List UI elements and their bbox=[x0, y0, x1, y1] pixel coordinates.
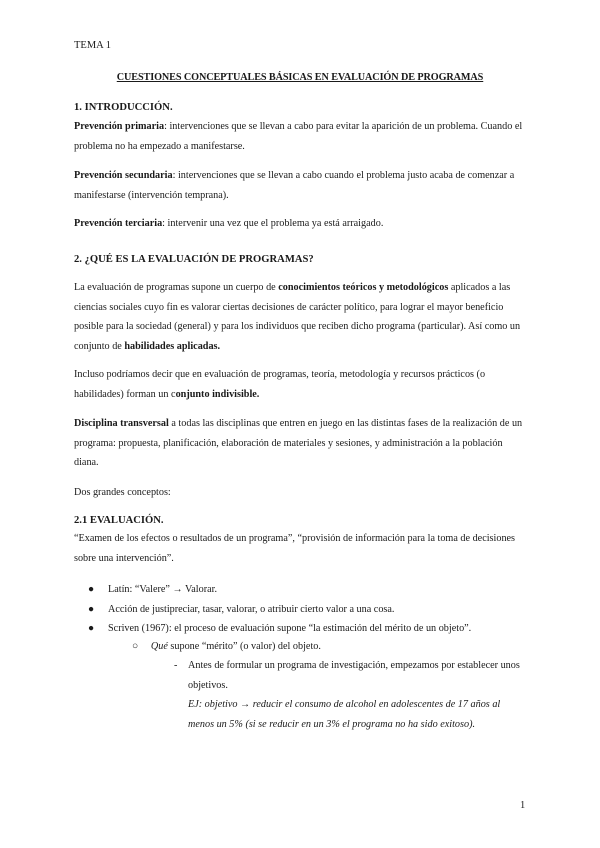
p2-text-a: Incluso podríamos decir que en evaluación de programas, teoría, metodología y recursos prácticos (o habilidades) forman un c bbox=[74, 369, 486, 400]
paragraph-prevencion-primaria bbox=[74, 117, 526, 156]
text-secundaria: : intervenciones que se llevan a cabo cuando el problema justo acaba de comenzar a manifestarse (intervención temprana). bbox=[74, 170, 515, 201]
p1-text-a: La evaluación de programas supone un cuerpo de bbox=[74, 282, 279, 293]
section-2-heading: 2. ¿QUÉ ES LA EVALUACIÓN DE PROGRAMAS? bbox=[74, 254, 314, 265]
p3-text-b: a todas las disciplinas que entren en juego en las distintas fases de la realización de un programa: propuesta, planificación, elaboración de materiales y sesiones, y administración a la población diana. bbox=[74, 418, 523, 468]
paragraph-disciplina-transversal bbox=[74, 414, 526, 473]
p1-bold-conocimientos: conocimientos teóricos y metodológicos bbox=[278, 282, 449, 293]
paragraph-definicion-evaluacion bbox=[74, 278, 526, 356]
section-1-heading: 1. INTRODUCCIÓN. bbox=[74, 102, 173, 113]
p1-text-c: aplicados a las ciencias sociales cuyo fin es valorar ciertas decisiones de carácter político, para lograr el mayor beneficio posible para la sociedad (general) y para los individuos que reciben dicho programa (particular). Así como un conjunto de bbox=[74, 282, 521, 352]
paragraph-dos-conceptos: Dos grandes conceptos: bbox=[74, 487, 171, 498]
term-terciaria: Prevención terciaria bbox=[74, 218, 163, 229]
term-secundaria: Prevención secundaria bbox=[74, 170, 173, 181]
list-item bbox=[74, 580, 526, 600]
bullet-text: Latín: “Valere” → Valorar. bbox=[108, 584, 217, 595]
example-text bbox=[188, 695, 528, 734]
document-title: CUESTIONES CONCEPTUALES BÁSICAS EN EVALUACIÓN DE PROGRAMAS bbox=[116, 72, 484, 83]
bullet-text: Scriven (1967): el proceso de evaluación supone “la estimación del mérito de un objeto”. bbox=[108, 623, 472, 634]
section-2-1-heading: 2.1 EVALUACIÓN. bbox=[74, 515, 164, 526]
list-item bbox=[74, 619, 526, 639]
text-terciaria: : intervenir una vez que el problema ya está arraigado. bbox=[162, 218, 384, 229]
list-item bbox=[74, 600, 526, 620]
text-primaria: : intervenciones que se llevan a cabo para evitar la aparición de un problema. Cuando el problema no ha empezado a manifestarse. bbox=[74, 121, 523, 152]
sub-list-item bbox=[132, 637, 321, 657]
sub-text: supone “mérito” (o valor) del objeto. bbox=[167, 641, 321, 652]
term-primaria: Prevención primaria bbox=[74, 121, 165, 132]
p1-bold-habilidades: habilidades aplicadas. bbox=[124, 340, 221, 352]
bullet-icon: ● bbox=[88, 584, 95, 595]
circle-bullet-icon: ○ bbox=[132, 641, 139, 652]
paragraph-prevencion-terciaria bbox=[74, 214, 526, 234]
example-italic: EJ: objetivo → reducir el consumo de alcohol en adolescentes de 17 años al menos un 5% (si se reducir en un 3% el programa no ha sido exitoso). bbox=[188, 699, 501, 730]
dash-list-item bbox=[174, 656, 528, 695]
bullet-text: Acción de justipreciar, tasar, valorar, o atribuir cierto valor a una cosa. bbox=[108, 603, 395, 615]
page-number: 1 bbox=[520, 800, 526, 811]
p2-bold-conjunto: onjunto indivisible. bbox=[175, 388, 260, 400]
paragraph-definition-quote: “Examen de los efectos o resultados de un programa”, “provisión de información para la toma de decisiones sobre una intervención”. bbox=[74, 533, 516, 564]
bullet-icon: ● bbox=[88, 603, 95, 615]
dash-bullet-icon: - bbox=[174, 660, 178, 671]
dash-text: Antes de formular un programa de investigación, empezamos por establecer unos objetivos. bbox=[188, 660, 520, 691]
p3-bold-disciplina: Disciplina transversal bbox=[74, 418, 169, 429]
bullet-list bbox=[74, 580, 526, 639]
page-header: TEMA 1 bbox=[74, 40, 112, 51]
paragraph-conjunto-indivisible bbox=[74, 365, 526, 404]
paragraph-prevencion-secundaria bbox=[74, 166, 526, 205]
sub-italic-que: Qué bbox=[150, 641, 168, 652]
bullet-icon: ● bbox=[88, 623, 95, 634]
